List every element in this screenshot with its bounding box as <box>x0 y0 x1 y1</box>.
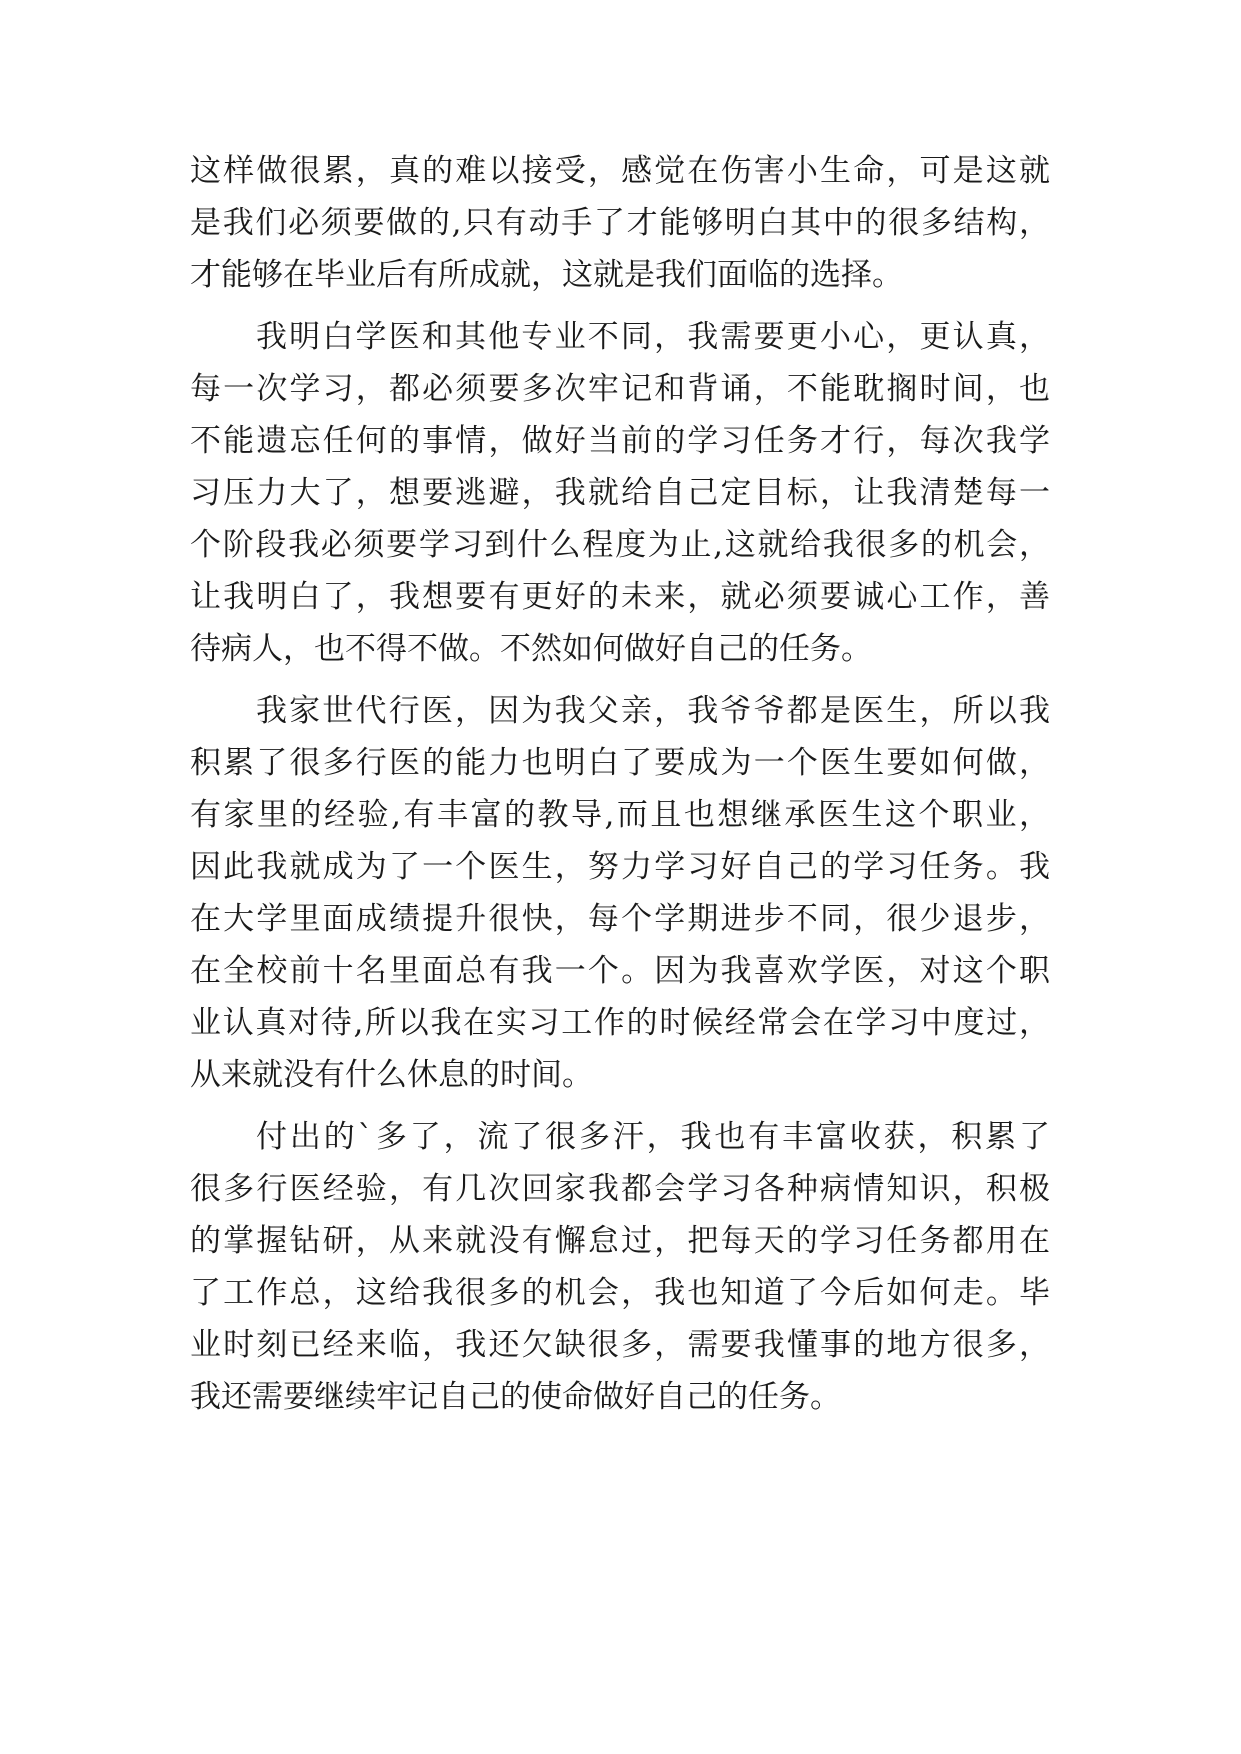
text-line: 这样做很累，真的难以接受，感觉在伤害小生命，可是这就 <box>190 153 1050 189</box>
text-line: 付出的`多了，流了很多汗，我也有丰富收获，积累了 <box>256 1119 1050 1155</box>
text-line: 积累了很多行医的能力也明白了要成为一个医生要如何做， <box>190 745 1050 781</box>
text-line: 有家里的经验,有丰富的教导,而且也想继承医生这个职业， <box>190 797 1050 833</box>
text-line: 才能够在毕业后有所成就，这就是我们面临的选择。 <box>190 257 903 293</box>
text-line: 很多行医经验，有几次回家我都会学习各种病情知识，积极 <box>190 1171 1050 1207</box>
text-line: 每一次学习，都必须要多次牢记和背诵，不能耽搁时间，也 <box>190 371 1050 407</box>
text-line: 不能遗忘任何的事情，做好当前的学习任务才行，每次我学 <box>190 423 1050 459</box>
text-line: 我家世代行医，因为我父亲，我爷爷都是医生，所以我 <box>256 693 1050 729</box>
text-line: 待病人，也不得不做。不然如何做好自己的任务。 <box>190 631 872 667</box>
text-line: 从来就没有什么休息的时间。 <box>190 1057 593 1093</box>
text-line: 因此我就成为了一个医生，努力学习好自己的学习任务。我 <box>190 849 1050 885</box>
text-line: 我明白学医和其他专业不同，我需要更小心，更认真， <box>256 319 1050 355</box>
text-line: 业时刻已经来临，我还欠缺很多，需要我懂事的地方很多， <box>190 1327 1050 1363</box>
text-line: 的掌握钻研，从来就没有懈怠过，把每天的学习任务都用在 <box>190 1223 1050 1259</box>
text-line: 个阶段我必须要学习到什么程度为止,这就给我很多的机会， <box>190 527 1050 563</box>
text-line: 在全校前十名里面总有我一个。因为我喜欢学医，对这个职 <box>190 953 1050 989</box>
text-line: 是我们必须要做的,只有动手了才能够明白其中的很多结构， <box>190 205 1050 241</box>
text-line: 在大学里面成绩提升很快，每个学期进步不同，很少退步， <box>190 901 1050 937</box>
text-line: 我还需要继续牢记自己的使命做好自己的任务。 <box>190 1379 841 1415</box>
text-line: 业认真对待,所以我在实习工作的时候经常会在学习中度过， <box>190 1005 1050 1041</box>
text-line: 了工作总，这给我很多的机会，我也知道了今后如何走。毕 <box>190 1275 1050 1311</box>
text-line: 让我明白了，我想要有更好的未来，就必须要诚心工作，善 <box>190 579 1050 615</box>
text-line: 习压力大了，想要逃避，我就给自己定目标，让我清楚每一 <box>190 475 1050 511</box>
